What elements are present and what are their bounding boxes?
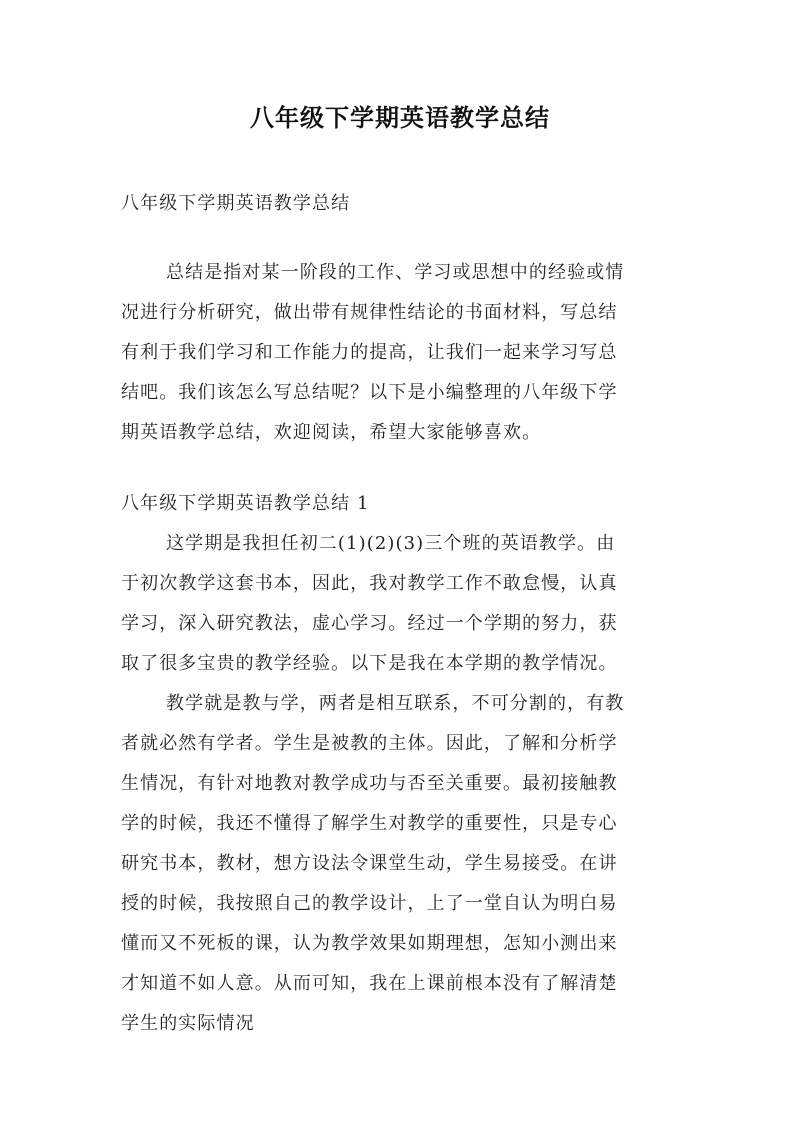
paragraph-line: 期英语教学总结，欢迎阅读，希望大家能够喜欢。 <box>121 422 542 443</box>
paragraph-line: 懂而又不死板的课，认为教学效果如期理想，怎知小测出来 <box>121 933 618 954</box>
section-heading: 八年级下学期英语教学总结 1 <box>121 493 370 514</box>
paragraph-line: 于初次教学这套书本，因此，我对教学工作不敢怠慢，认真 <box>121 573 618 594</box>
paragraph-line: 取了很多宝贵的教学经验。以下是我在本学期的教学情况。 <box>121 653 618 674</box>
paragraph-line: 学生的实际情况 <box>121 1013 255 1034</box>
paragraph-line: 学的时候，我还不懂得了解学生对教学的重要性，只是专心 <box>121 813 618 834</box>
paragraph-line: 才知道不如人意。从而可知，我在上课前根本没有了解清楚 <box>121 973 618 994</box>
page-title: 八年级下学期英语教学总结 <box>250 103 550 132</box>
paragraph-line: 研究书本，教材，想方设法令课堂生动，学生易接受。在讲 <box>121 853 618 874</box>
paragraph-line: 者就必然有学者。学生是被教的主体。因此，了解和分析学 <box>121 733 618 754</box>
paragraph-line: 学习，深入研究教法，虚心学习。经过一个学期的努力，获 <box>121 613 618 634</box>
paragraph-line: 总结是指对某一阶段的工作、学习或思想中的经验或情 <box>166 262 625 283</box>
paragraph-line: 这学期是我担任初二(1)(2)(3)三个班的英语教学。由 <box>166 533 616 554</box>
document-subtitle: 八年级下学期英语教学总结 <box>121 193 351 214</box>
paragraph-line: 教学就是教与学，两者是相互联系，不可分割的，有教 <box>166 693 625 714</box>
paragraph-line: 生情况，有针对地教对教学成功与否至关重要。最初接触教 <box>121 773 618 794</box>
paragraph-line: 况进行分析研究，做出带有规律性结论的书面材料，写总结 <box>121 302 618 323</box>
paragraph-line: 授的时候，我按照自己的教学设计，上了一堂自认为明白易 <box>121 893 618 914</box>
paragraph-line: 结吧。我们该怎么写总结呢？以下是小编整理的八年级下学 <box>121 382 618 403</box>
paragraph-line: 有利于我们学习和工作能力的提高，让我们一起来学习写总 <box>121 342 618 363</box>
